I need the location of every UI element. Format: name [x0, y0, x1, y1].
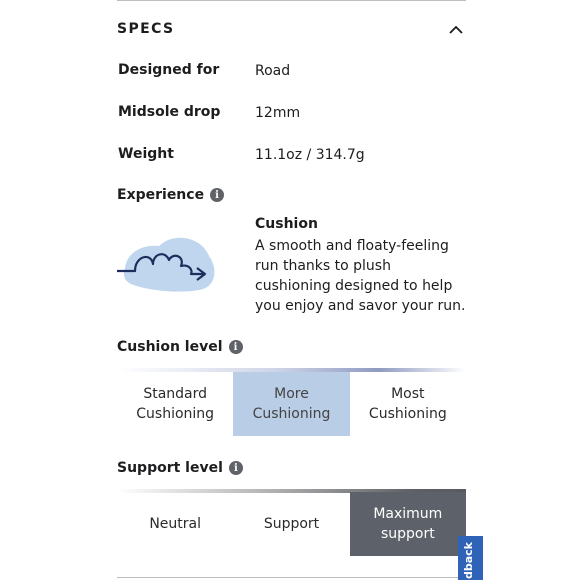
experience-heading — [117, 187, 224, 203]
feedback-tab[interactable] — [458, 536, 483, 580]
cushion-option-standard[interactable]: Standard Cushioning — [136, 386, 215, 422]
support-option-support[interactable]: Support — [263, 516, 320, 532]
bottom-divider — [117, 577, 466, 578]
designed-for-label: Designed for — [118, 62, 220, 78]
support-option-neutral[interactable]: Neutral — [149, 516, 201, 532]
support-level-heading — [117, 460, 243, 476]
specs-title: SPECS — [117, 21, 175, 37]
weight-label: Weight — [118, 146, 174, 162]
cushion-option-more[interactable]: More Cushioning — [233, 372, 349, 436]
designed-for-value: Road — [255, 63, 291, 79]
chevron-up-icon[interactable] — [448, 22, 464, 38]
experience-info-icon[interactable]: i — [210, 188, 224, 202]
experience-label: Experience — [117, 187, 205, 203]
cushion-level-label: Cushion level — [117, 339, 223, 355]
weight-value: 11.1oz / 314.7g — [255, 147, 365, 163]
cushion-level-heading — [117, 339, 243, 355]
midsole-drop-label: Midsole drop — [118, 104, 221, 120]
experience-title: Cushion — [255, 216, 318, 232]
support-option-maximum[interactable]: Maximum support — [350, 492, 466, 556]
midsole-drop-value: 12mm — [255, 105, 301, 121]
cushion-option-most[interactable]: Most Cushioning — [368, 386, 447, 422]
feedback-tab-label: dback — [462, 542, 475, 580]
support-level-options — [117, 492, 466, 556]
top-divider — [117, 0, 466, 1]
cushion-level-info-icon[interactable]: i — [229, 340, 243, 354]
support-level-info-icon[interactable]: i — [229, 461, 243, 475]
support-level-label: Support level — [117, 460, 223, 476]
experience-description: A smooth and floaty-feeling run thanks to plush cushioning designed to help you enjoy and savor your run. — [255, 238, 466, 314]
cushion-cloud-icon — [117, 230, 219, 298]
cushion-level-options — [117, 372, 466, 436]
specs-header[interactable] — [117, 18, 466, 44]
